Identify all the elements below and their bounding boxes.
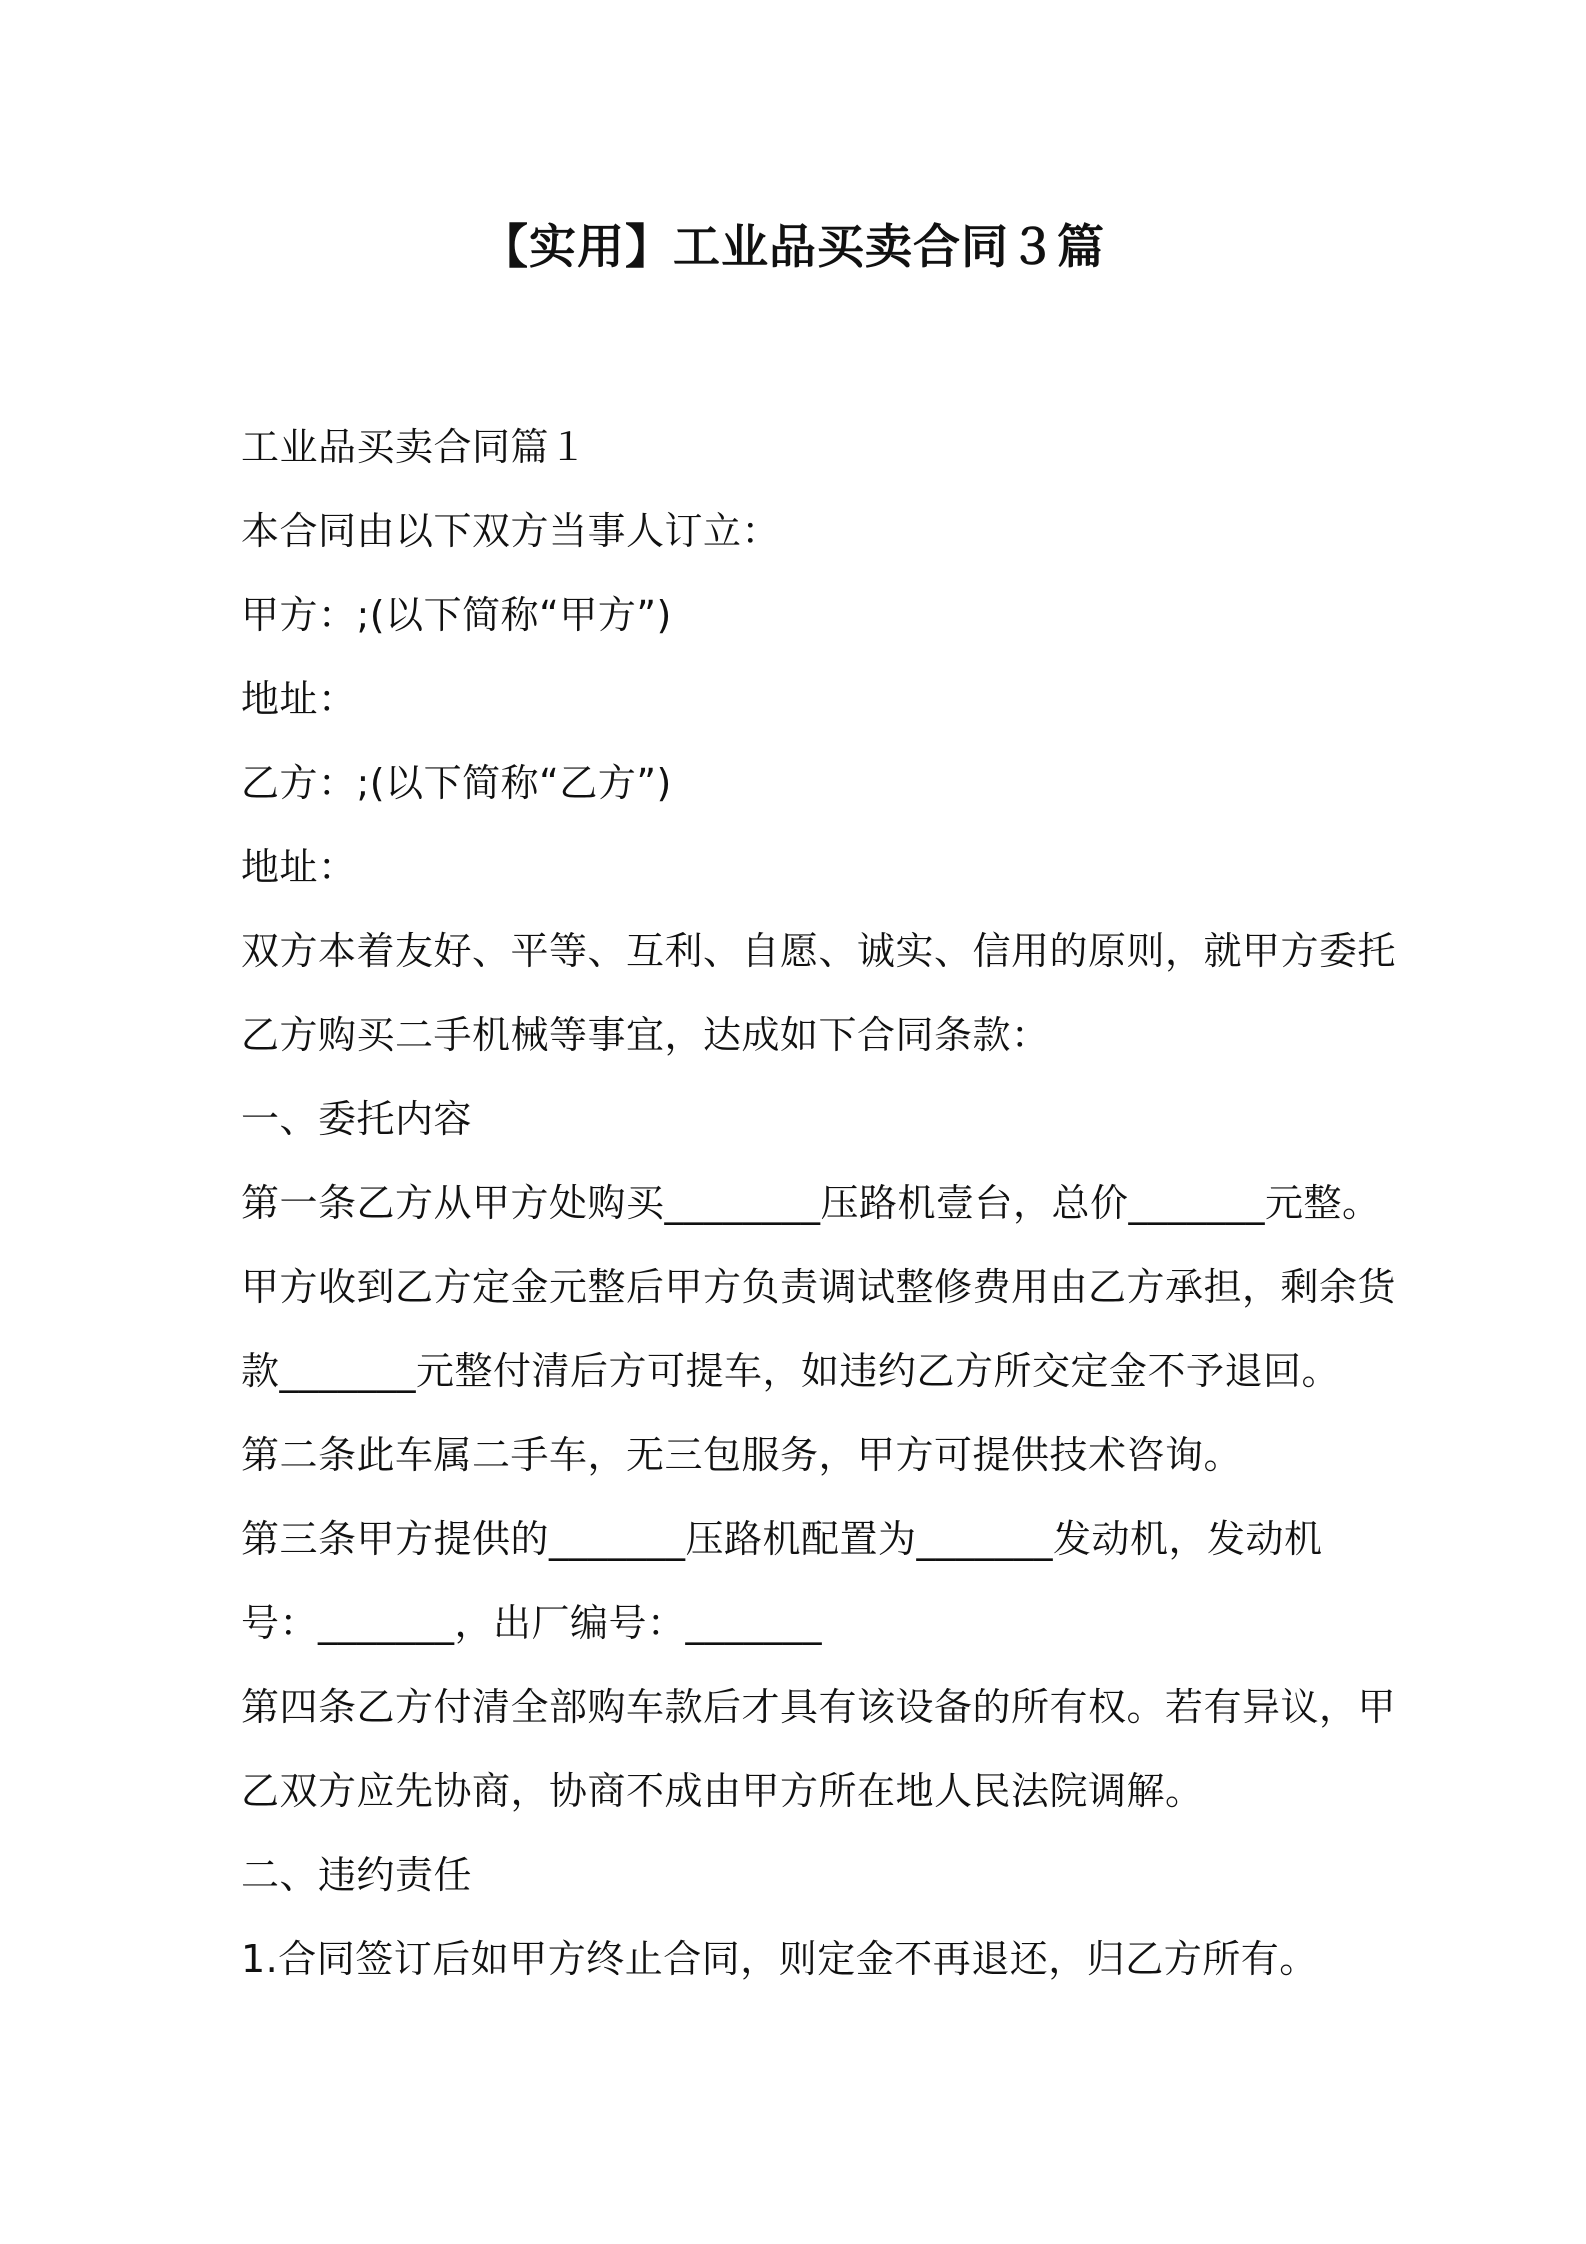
article-3-line-1: 第三条甲方提供的_______压路机配置为_______发动机，发动机 bbox=[241, 1517, 1323, 1561]
section-heading-commission: 一、委托内容 bbox=[241, 1097, 473, 1141]
document-body bbox=[241, 405, 1397, 2001]
article-1-line-1: 第一条乙方从甲方处购买________压路机壹台，总价_______元整。 bbox=[241, 1181, 1381, 1225]
section-heading-part1: 工业品买卖合同篇１ bbox=[241, 425, 588, 469]
article-4-line-2: 乙双方应先协商，协商不成由甲方所在地人民法院调解。 bbox=[241, 1769, 1204, 1813]
article-1-line-3: 款_______元整付清后方可提车，如违约乙方所交定金不予退回。 bbox=[241, 1349, 1341, 1393]
party-a-line: 甲方：;(以下简称“甲方”) bbox=[241, 593, 672, 637]
party-a-address: 地址： bbox=[241, 677, 357, 721]
party-b-line: 乙方：;(以下简称“乙方”) bbox=[241, 761, 672, 805]
principles-line-1: 双方本着友好、平等、互利、自愿、诚实、信用的原则，就甲方委托 bbox=[241, 929, 1397, 973]
article-4-line-1: 第四条乙方付清全部购车款后才具有该设备的所有权。若有异议，甲 bbox=[241, 1685, 1397, 1729]
party-b-address: 地址： bbox=[241, 845, 357, 889]
document-title: 【实用】工业品买卖合同３篇 bbox=[481, 220, 1105, 275]
article-3-line-2: 号：_______，出厂编号：_______ bbox=[241, 1601, 823, 1645]
principles-line-2: 乙方购买二手机械等事宜，达成如下合同条款： bbox=[241, 1013, 1050, 1057]
liability-item-1: 1.合同签订后如甲方终止合同，则定金不再退还，归乙方所有。 bbox=[241, 1937, 1318, 1981]
article-1-line-2: 甲方收到乙方定金元整后甲方负责调试整修费用由乙方承担，剩余货 bbox=[241, 1265, 1397, 1309]
parties-intro: 本合同由以下双方当事人订立： bbox=[241, 509, 781, 553]
section-heading-liability: 二、违约责任 bbox=[241, 1853, 473, 1897]
article-2: 第二条此车属二手车，无三包服务，甲方可提供技术咨询。 bbox=[241, 1433, 1243, 1477]
